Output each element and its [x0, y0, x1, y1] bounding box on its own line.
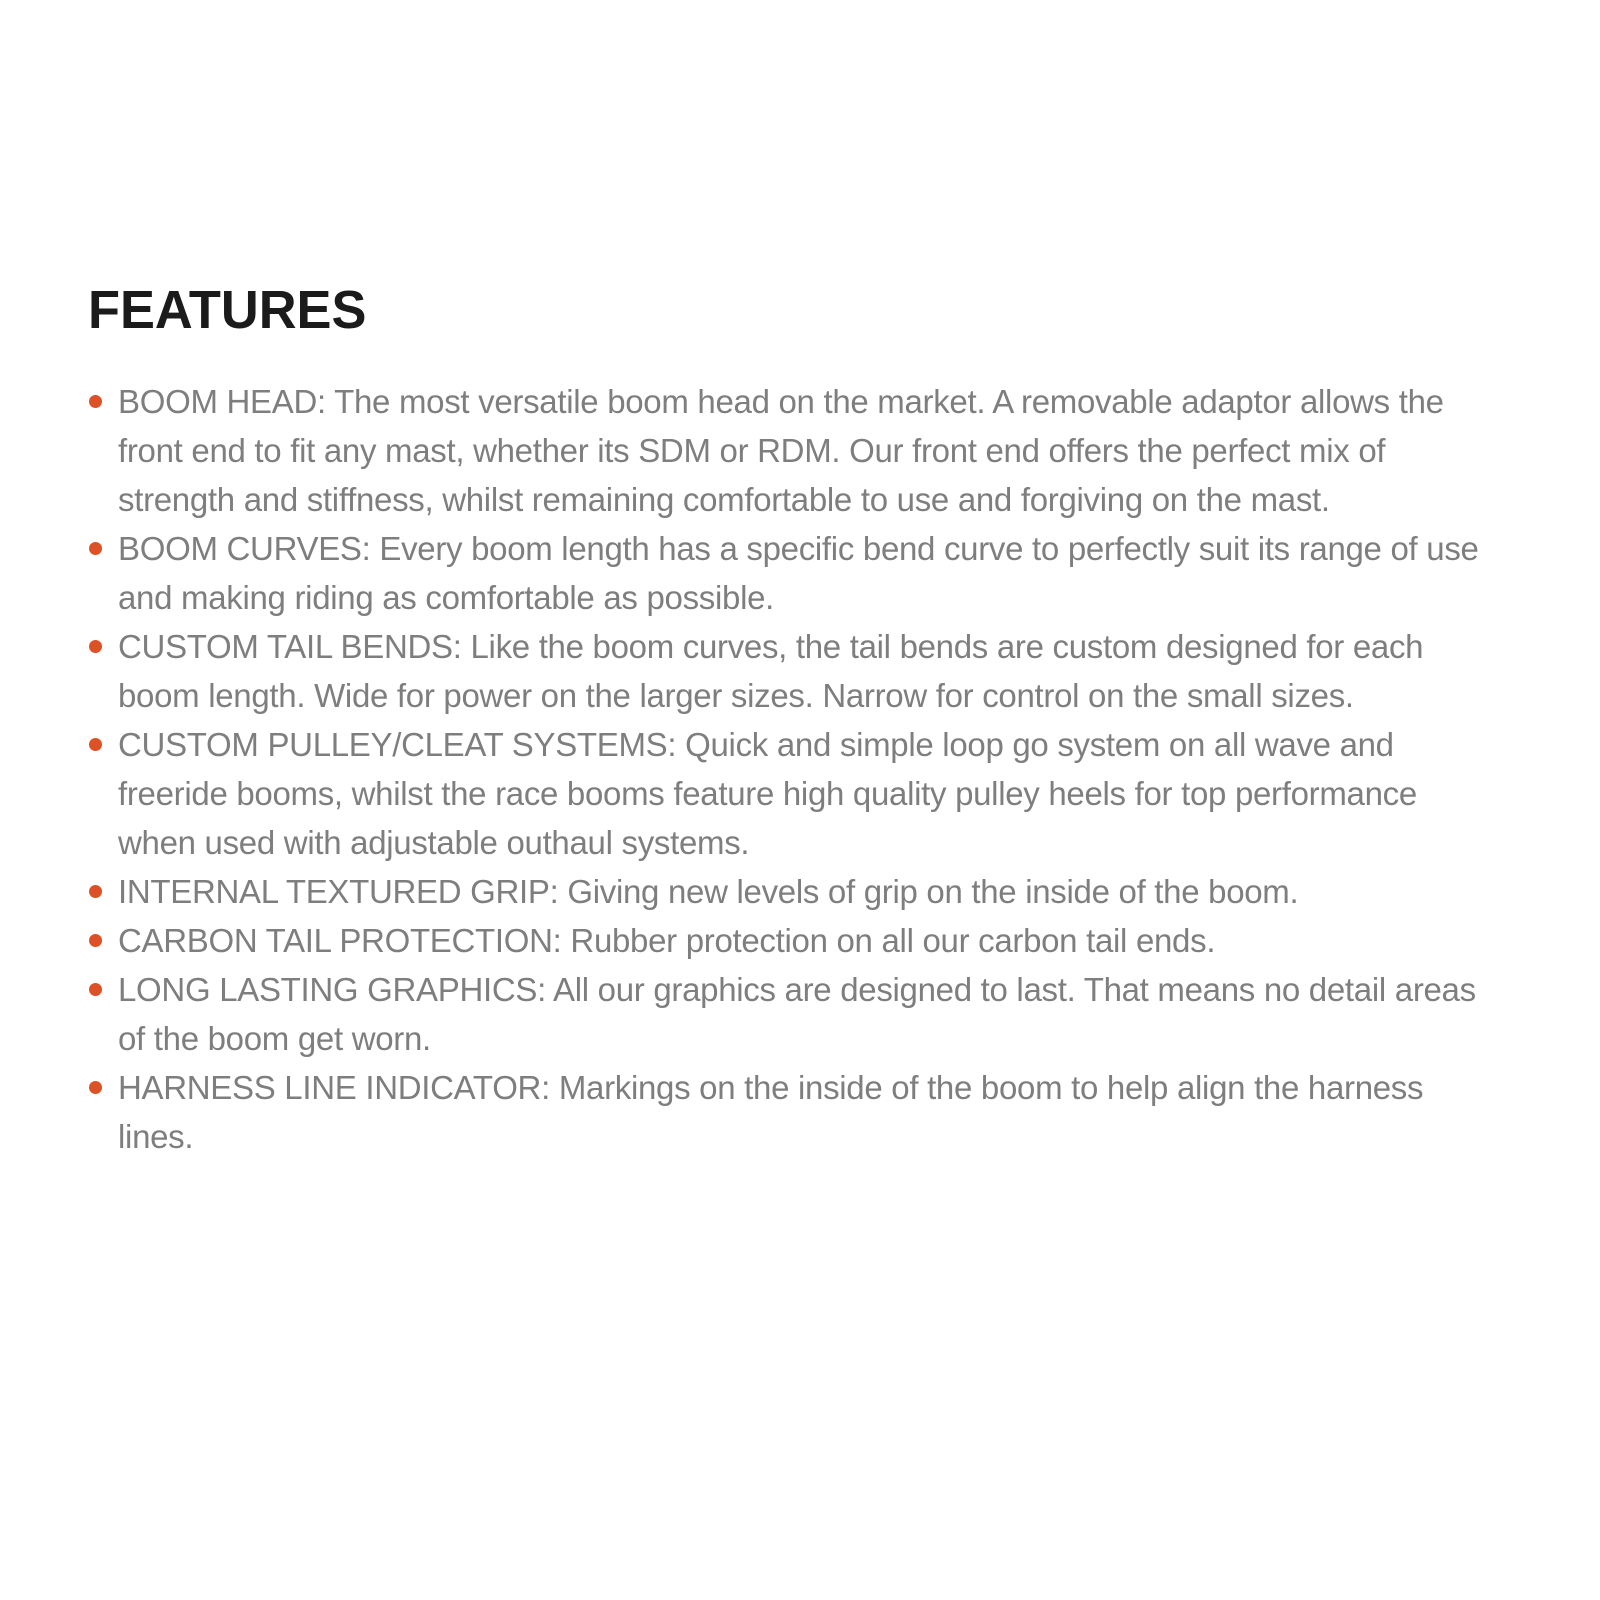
feature-item-text: CUSTOM PULLEY/CLEAT SYSTEMS: Quick and simple loop go system on all wave and freeride booms, whilst the race booms feature high quality pulley heels for top performance when used with adjustable outhaul systems.: [118, 726, 1417, 861]
feature-item-long-lasting-graphics: [88, 965, 1493, 1063]
bullet-dot-icon: [89, 395, 102, 408]
bullet-dot-icon: [89, 542, 102, 555]
feature-item-text: BOOM CURVES: Every boom length has a specific bend curve to perfectly suit its range of use and making riding as comfortable as possible.: [118, 530, 1479, 616]
feature-item-text: LONG LASTING GRAPHICS: All our graphics are designed to last. That means no detail areas of the boom get worn.: [118, 971, 1476, 1057]
bullet-dot-icon: [89, 934, 102, 947]
bullet-dot-icon: [89, 640, 102, 653]
feature-item-custom-tail-bends: [88, 622, 1493, 720]
features-section: [88, 280, 1498, 1161]
feature-item-boom-head: [88, 377, 1493, 524]
feature-item-carbon-tail-protection: [88, 916, 1493, 965]
feature-item-internal-textured-grip: [88, 867, 1493, 916]
feature-item-text: INTERNAL TEXTURED GRIP: Giving new levels of grip on the inside of the boom.: [118, 873, 1299, 910]
feature-item-harness-line-indicator: [88, 1063, 1493, 1161]
bullet-dot-icon: [89, 738, 102, 751]
feature-item-text: CUSTOM TAIL BENDS: Like the boom curves, the tail bends are custom designed for each boom length. Wide for power on the larger sizes. Narrow for control on the small sizes.: [118, 628, 1424, 714]
features-heading: FEATURES: [88, 280, 367, 340]
feature-item-text: BOOM HEAD: The most versatile boom head on the market. A removable adaptor allows the front end to fit any mast, whether its SDM or RDM. Our front end offers the perfect mix of strength and stiffness, whilst remaining comfortable to use and forgiving on the mast.: [118, 383, 1444, 518]
feature-item-text: HARNESS LINE INDICATOR: Markings on the inside of the boom to help align the harness lines.: [118, 1069, 1424, 1155]
bullet-dot-icon: [89, 1081, 102, 1094]
features-list: [88, 377, 1493, 1161]
feature-item-boom-curves: [88, 524, 1493, 622]
feature-item-text: CARBON TAIL PROTECTION: Rubber protection on all our carbon tail ends.: [118, 922, 1216, 959]
bullet-dot-icon: [89, 885, 102, 898]
bullet-dot-icon: [89, 983, 102, 996]
feature-item-custom-pulley-cleat-systems: [88, 720, 1493, 867]
